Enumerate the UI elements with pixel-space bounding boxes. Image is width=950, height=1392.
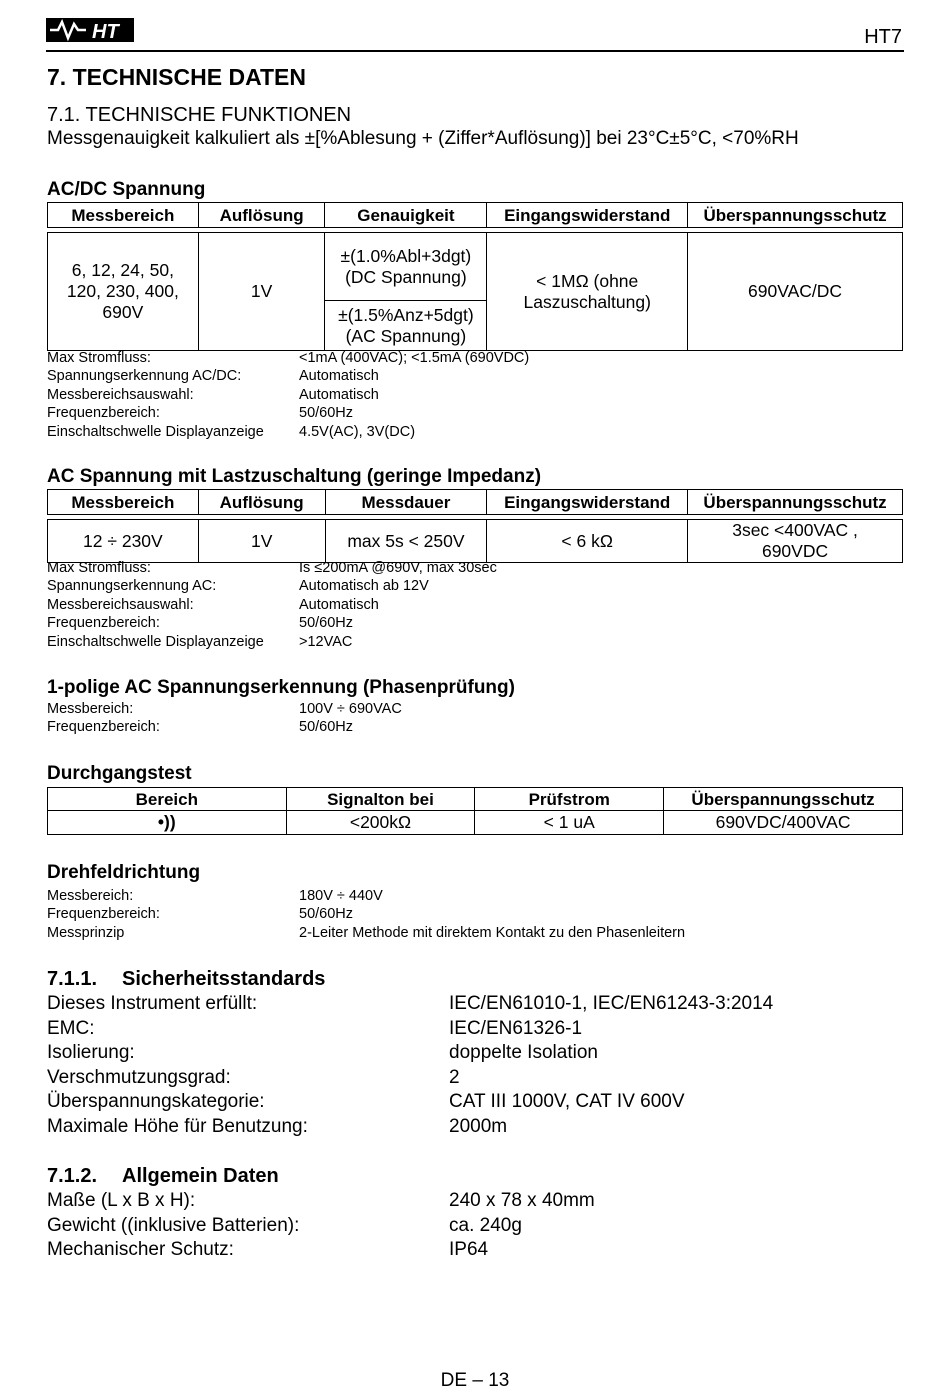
continuity-heading: Durchgangstest: [47, 763, 192, 784]
spec-label: Messbereichsauswahl:: [47, 596, 194, 613]
spec-label: Mechanischer Schutz:: [47, 1239, 234, 1260]
protection-cell: 690VAC/DC: [688, 233, 903, 351]
spec-value: ca. 240g: [449, 1214, 522, 1236]
spec-label: Spannungserkennung AC/DC:: [47, 368, 242, 385]
spec-value: 50/60Hz: [299, 405, 354, 422]
col-header: Messdauer: [325, 490, 487, 515]
acload-table: [47, 489, 903, 563]
spec-value: IEC/EN61326-1: [449, 1017, 583, 1039]
table-cell: 1V: [198, 520, 325, 563]
accuracy-note: Messgenauigkeit kalkuliert als ±[%Ablesung + (Ziffer*Auflösung)] bei 23°C±5°C, <70%RH: [47, 128, 799, 149]
spec-label: Gewicht ((inklusive Batterien):: [47, 1214, 300, 1236]
acload-heading: AC Spannung mit Lastzuschaltung (geringe Impedanz): [47, 466, 542, 487]
spec-value: 100V ÷ 690VAC: [299, 701, 402, 717]
spec-label: Frequenzbereich:: [47, 719, 160, 736]
model-name: HT7: [864, 26, 902, 48]
input-cell: < 1MΩ (ohne Laszuschaltung): [487, 233, 688, 351]
spec-value: 50/60Hz: [299, 615, 354, 632]
col-header: Messbereich: [48, 490, 199, 515]
col-header: Prüfstrom: [475, 788, 664, 811]
spec-value: Automatisch: [299, 368, 379, 385]
spec-label: Maximale Höhe für Benutzung:: [47, 1115, 308, 1137]
table-cell: 690VDC/400VAC: [664, 811, 903, 835]
col-header: Signalton bei: [286, 788, 475, 811]
col-header: Eingangswiderstand: [487, 490, 688, 515]
spec-label: Spannungserkennung AC:: [47, 578, 217, 595]
section-subtitle: 7.1. TECHNISCHE FUNKTIONEN: [47, 104, 352, 126]
spec-value: IP64: [449, 1239, 489, 1260]
spec-value: 2-Leiter Methode mit direktem Kontakt zu den Phasenleitern: [299, 924, 686, 941]
spec-value: Automatisch ab 12V: [299, 578, 429, 595]
spec-value: 2000m: [449, 1115, 508, 1137]
continuity-table: [47, 787, 903, 835]
spec-value: Is ≤200mA @690V, max 30sec: [299, 560, 497, 576]
ht-logo: [46, 16, 134, 44]
spec-label: Überspannungskategorie:: [47, 1091, 265, 1112]
spec-value: 50/60Hz: [299, 906, 354, 923]
spec-value: Automatisch: [299, 596, 379, 613]
spec-label: Messbereich:: [47, 701, 134, 717]
spec-label: Messprinzip: [47, 924, 125, 941]
col-header: Genauigkeit: [325, 203, 487, 228]
accuracy-ac-cell: ±(1.5%Anz+5dgt) (AC Spannung): [325, 301, 487, 351]
col-header: Bereich: [48, 788, 287, 811]
page-title: 7. TECHNISCHE DATEN: [47, 64, 306, 90]
buzzer-icon: •)): [48, 811, 287, 835]
col-header: Messbereich: [48, 203, 199, 228]
acdc-heading: AC/DC Spannung: [47, 179, 206, 200]
logo-text: HT: [92, 21, 119, 43]
table-cell: < 1 uA: [475, 811, 664, 835]
spec-label: Isolierung:: [47, 1042, 135, 1063]
spec-label: Messbereichsauswahl:: [47, 386, 194, 403]
table-cell: < 6 kΩ: [487, 520, 688, 563]
spec-label: Einschaltschwelle Displayanzeige: [47, 633, 264, 650]
resolution-cell: 1V: [198, 233, 325, 351]
col-header: Eingangswiderstand: [487, 203, 688, 228]
spec-label: Frequenzbereich:: [47, 615, 160, 632]
spec-label: Maße (L x B x H):: [47, 1190, 196, 1211]
table-cell: 3sec <400VAC , 690VDC: [688, 520, 903, 563]
spec-value: 50/60Hz: [299, 719, 354, 736]
spec-label: Frequenzbereich:: [47, 906, 160, 923]
acdc-table: [47, 202, 903, 351]
col-header: Überspannungsschutz: [688, 203, 903, 228]
spec-value: Automatisch: [299, 386, 379, 403]
spec-value: IEC/EN61010-1, IEC/EN61243-3:2014: [449, 993, 774, 1014]
rotation-heading: Drehfeldrichtung: [47, 862, 201, 883]
spec-label: Einschaltschwelle Displayanzeige: [47, 423, 264, 440]
spec-value: doppelte Isolation: [449, 1042, 598, 1063]
page-number: DE – 13: [440, 1370, 510, 1391]
spec-label: Frequenzbereich:: [47, 405, 160, 422]
safety-heading: [47, 968, 325, 991]
phase-heading: 1-polige AC Spannungserkennung (Phasenprüfung): [47, 677, 515, 698]
col-header: Auflösung: [198, 203, 325, 228]
safety-title: Sicherheitsstandards: [122, 968, 326, 990]
spec-label: Dieses Instrument erfüllt:: [47, 993, 258, 1014]
safety-number: 7.1.1.: [47, 968, 98, 990]
range-cell: 6, 12, 24, 50, 120, 230, 400, 690V: [48, 233, 199, 351]
spec-label: EMC:: [47, 1017, 95, 1039]
spec-value: 2: [449, 1066, 460, 1088]
col-header: Überspannungsschutz: [664, 788, 903, 811]
general-number: 7.1.2.: [47, 1165, 98, 1187]
general-heading: [47, 1165, 279, 1188]
spec-value: 4.5V(AC), 3V(DC): [299, 423, 416, 440]
spec-label: Messbereich:: [47, 888, 134, 904]
spec-value: 180V ÷ 440V: [299, 888, 383, 904]
spec-value: <1mA (400VAC); <1.5mA (690VDC): [299, 350, 530, 366]
spec-value: >12VAC: [299, 633, 353, 650]
table-cell: max 5s < 250V: [325, 520, 487, 563]
table-cell: 12 ÷ 230V: [48, 520, 199, 563]
col-header: Auflösung: [198, 490, 325, 515]
spec-value: CAT III 1000V, CAT IV 600V: [449, 1091, 685, 1112]
col-header: Überspannungsschutz: [688, 490, 903, 515]
spec-label: Max Stromfluss:: [47, 560, 151, 576]
general-title: Allgemein Daten: [122, 1165, 279, 1187]
accuracy-dc-cell: ±(1.0%Abl+3dgt) (DC Spannung): [325, 233, 487, 301]
spec-value: 240 x 78 x 40mm: [449, 1190, 595, 1211]
spec-label: Max Stromfluss:: [47, 350, 151, 366]
table-cell: <200kΩ: [286, 811, 475, 835]
spec-label: Verschmutzungsgrad:: [47, 1066, 231, 1088]
header-divider: [46, 50, 904, 52]
